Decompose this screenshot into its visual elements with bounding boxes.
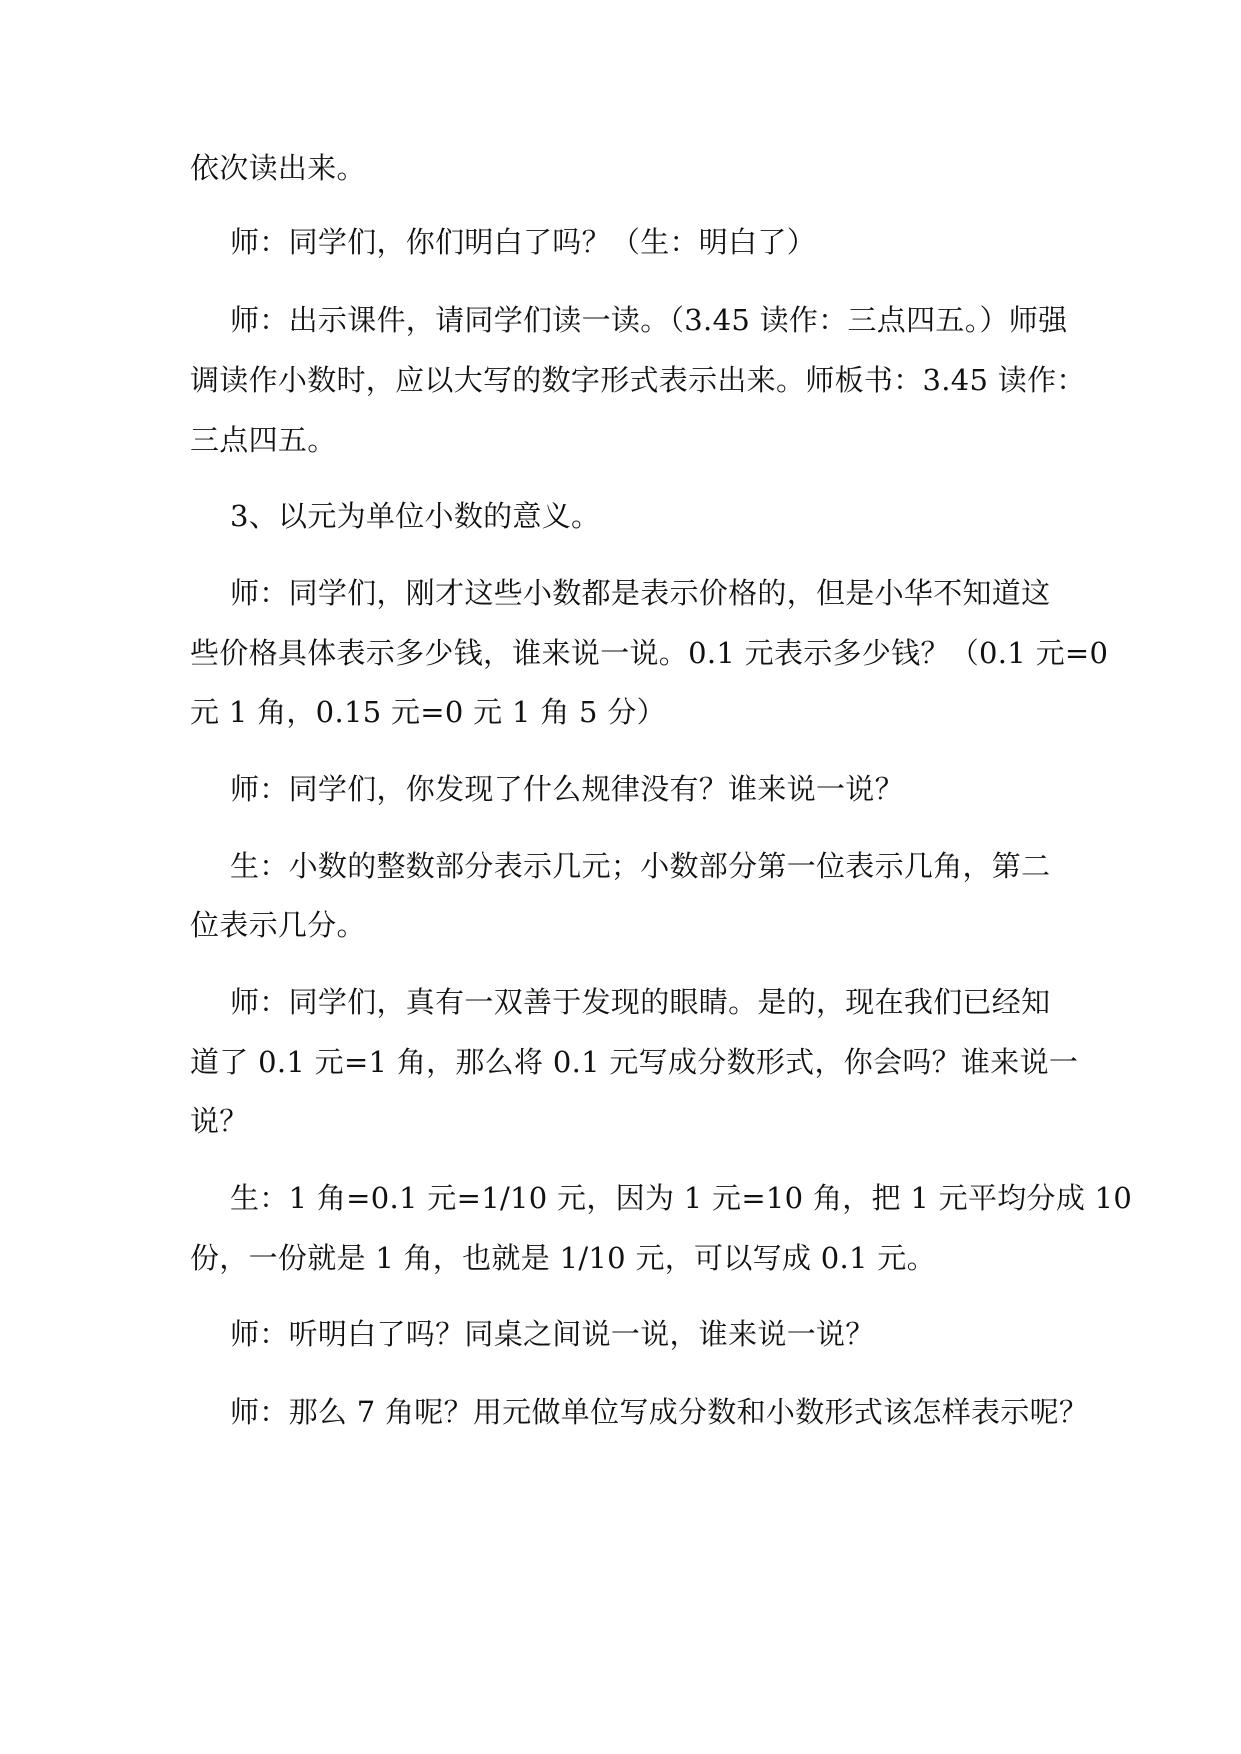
text-line: 道了 0.1 元=1 角，那么将 0.1 元写成分数形式，你会吗？谁来说一 bbox=[190, 1045, 1079, 1079]
text-line: 三点四五。 bbox=[190, 423, 337, 457]
section-heading: 3、以元为单位小数的意义。 bbox=[230, 499, 601, 533]
text-line: 调读作小数时，应以大写的数字形式表示出来。师板书：3.45 读作： bbox=[190, 363, 1086, 397]
text-line: 位表示几分。 bbox=[190, 908, 366, 942]
text-line: 生：小数的整数部分表示几元；小数部分第一位表示几角，第二 bbox=[230, 849, 1051, 883]
text-line: 元 1 角，0.15 元=0 元 1 角 5 分） bbox=[190, 695, 666, 729]
text-line: 说？ bbox=[190, 1104, 249, 1138]
text-line: 师：出示课件，请同学们读一读。（3.45 读作：三点四五。）师强 bbox=[230, 303, 1068, 337]
text-line: 师：同学们，你发现了什么规律没有？谁来说一说？ bbox=[230, 772, 904, 806]
text-line: 师：同学们，刚才这些小数都是表示价格的，但是小华不知道这 bbox=[230, 576, 1051, 610]
text-line: 师：听明白了吗？同桌之间说一说，谁来说一说？ bbox=[230, 1317, 875, 1351]
text-line: 生：1 角=0.1 元=1/10 元，因为 1 元=10 角，把 1 元平均分成 10 bbox=[230, 1181, 1133, 1215]
text-line: 份，一份就是 1 角，也就是 1/10 元，可以写成 0.1 元。 bbox=[190, 1241, 936, 1275]
text-line: 师：那么 7 角呢？用元做单位写成分数和小数形式该怎样表示呢？ bbox=[230, 1395, 1089, 1429]
text-line: 些价格具体表示多少钱，谁来说一说。0.1 元表示多少钱？（0.1 元=0 bbox=[190, 636, 1109, 670]
text-line: 师：同学们，真有一双善于发现的眼睛。是的，现在我们已经知 bbox=[230, 985, 1051, 1019]
text-line: 师：同学们，你们明白了吗？（生：明白了） bbox=[230, 225, 817, 259]
text-line: 依次读出来。 bbox=[190, 151, 366, 185]
